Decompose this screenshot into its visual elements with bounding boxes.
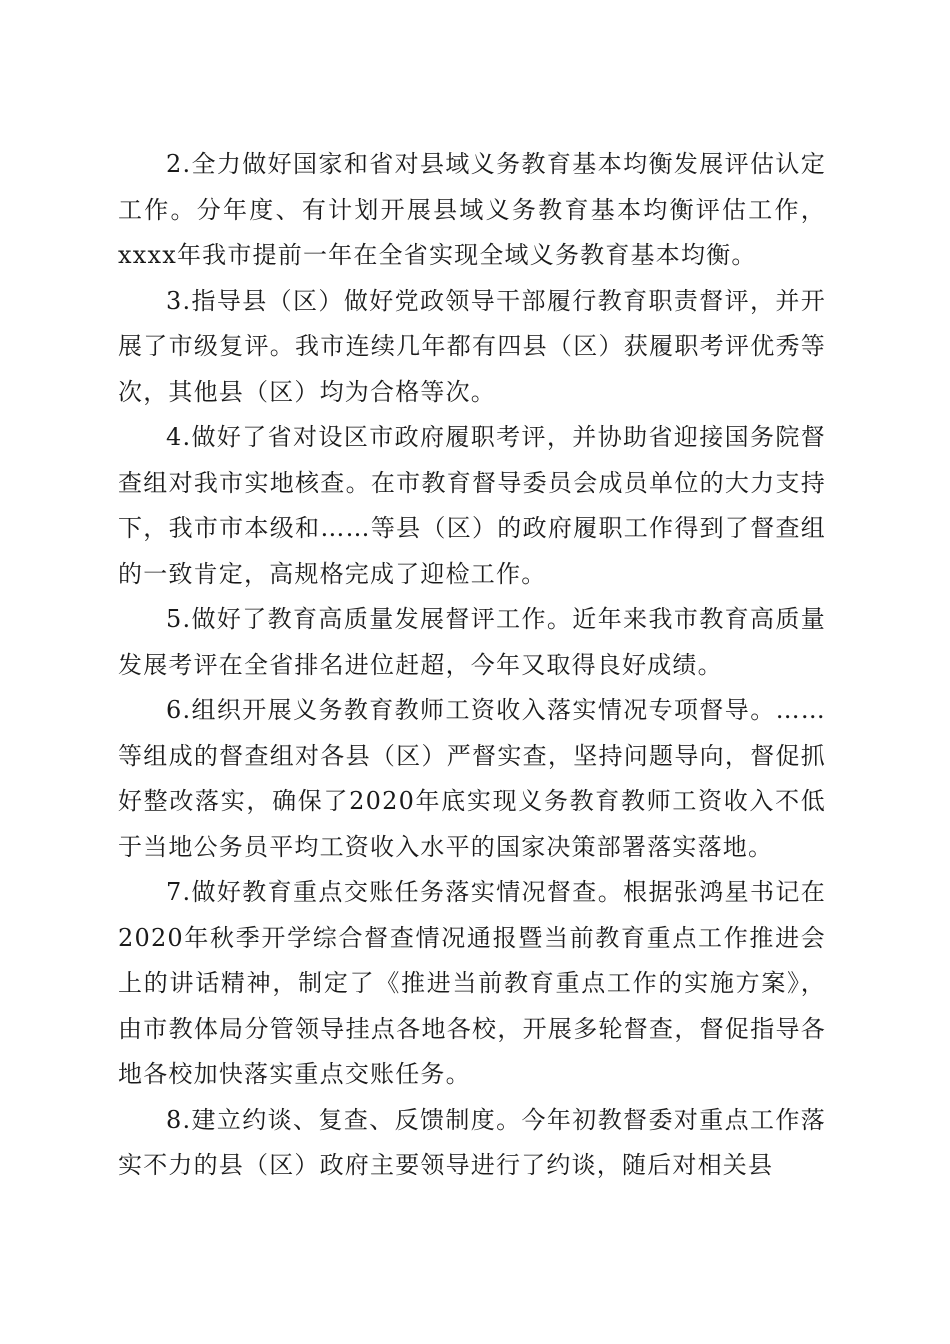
document-body: [118, 142, 826, 1189]
paragraph-item-8: 8.建立约谈、复查、反馈制度。今年初教督委对重点工作落实不力的县（区）政府主要领导进行了约谈，随后对相关县: [118, 1105, 826, 1179]
paragraph-item-7: 7.做好教育重点交账任务落实情况督查。根据张鸿星书记在2020年秋季开学综合督查情况通报暨当前教育重点工作推进会上的讲话精神，制定了《推进当前教育重点工作的实施方案》，由市教体局分管领导挂点各地各校，开展多轮督查，督促指导各地各校加快落实重点交账任务。: [118, 878, 826, 1088]
paragraph-item-2: 2.全力做好国家和省对县域义务教育基本均衡发展评估认定工作。分年度、有计划开展县域义务教育基本均衡评估工作，xxxx年我市提前一年在全省实现全域义务教育基本均衡。: [118, 150, 826, 269]
paragraph-item-4: 4.做好了省对设区市政府履职考评，并协助省迎接国务院督查组对我市实地核查。在市教育督导委员会成员单位的大力支持下，我市市本级和……等县（区）的政府履职工作得到了督查组的一致肯定，高规格完成了迎检工作。: [118, 423, 826, 588]
paragraph-item-3: 3.指导县（区）做好党政领导干部履行教育职责督评，并开展了市级复评。我市连续几年都有四县（区）获履职考评优秀等次，其他县（区）均为合格等次。: [118, 286, 826, 406]
paragraph-item-5: 5.做好了教育高质量发展督评工作。近年来我市教育高质量发展考评在全省排名进位赶超，今年又取得良好成绩。: [118, 605, 826, 679]
paragraph-item-6: 6.组织开展义务教育教师工资收入落实情况专项督导。……等组成的督查组对各县（区）严督实查，坚持问题导向，督促抓好整改落实，确保了2020年底实现义务教育教师工资收入不低于当地公务员平均工资收入水平的国家决策部署落实落地。: [118, 696, 826, 861]
